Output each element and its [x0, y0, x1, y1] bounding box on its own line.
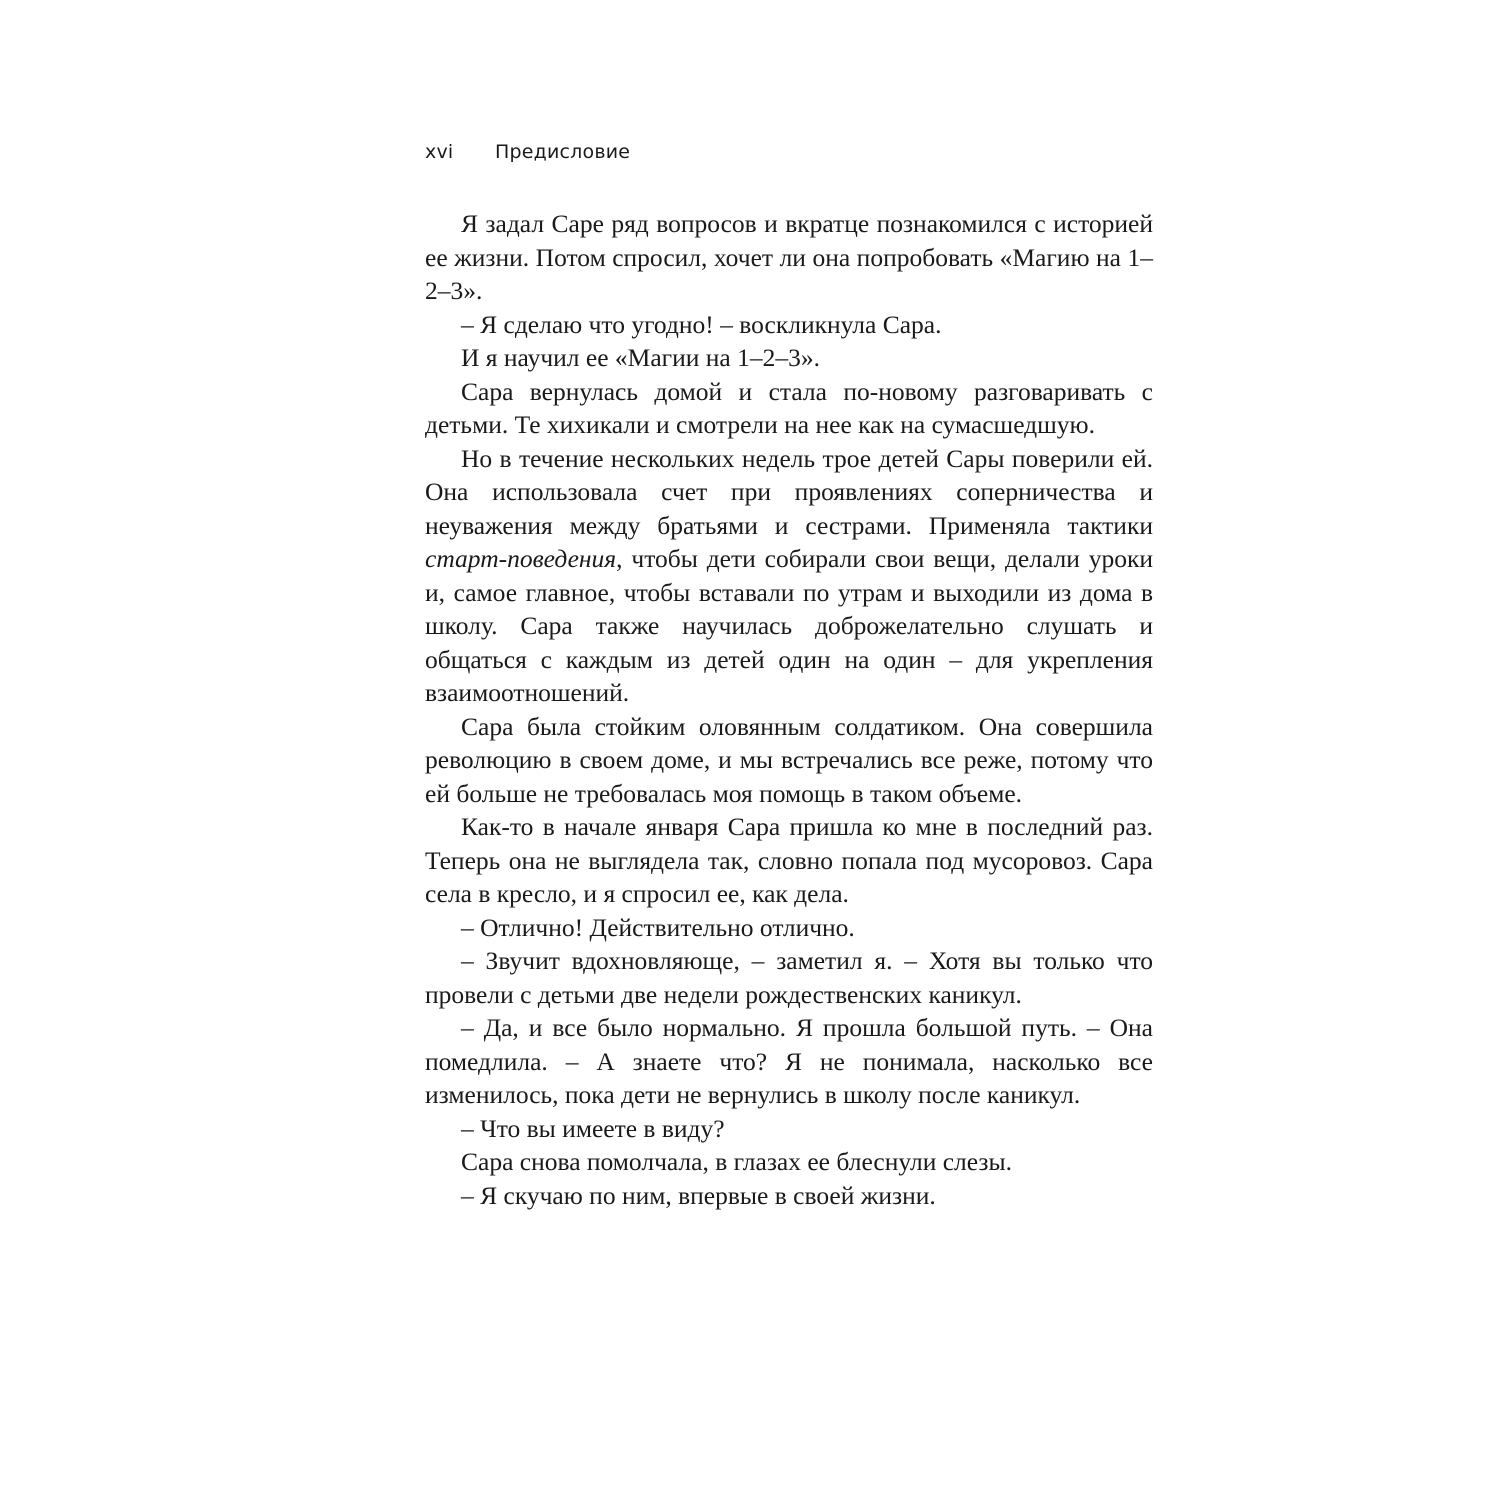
paragraph — [425, 442, 1153, 710]
paragraph: Как-то в начале января Сара пришла ко мне в последний раз. Теперь она не выглядела так, словно попала под мусоровоз. Сара села в кресло, и я спросил ее, как дела. — [425, 812, 1153, 908]
paragraph: – Отлично! Действительно отлично. — [461, 912, 855, 942]
paragraph: Сара снова помолчала, в глазах ее блеснули слезы. — [461, 1147, 1012, 1176]
paragraph: Я задал Саре ряд вопросов и вкратце познакомился с историей ее жизни. Потом спросил, хочет ли она попробовать «Магию на 1–2–3». — [425, 209, 1153, 305]
paragraph: – Звучит вдохновляюще, – заметил я. – Хотя вы только что провели с детьми две недели рождественских каникул. — [425, 946, 1153, 1009]
paragraph: Сара была стойким оловянным солдатиком. Она совершила революцию в своем доме, и мы встречались все реже, потому что ей больше не требовалась моя помощь в таком объеме. — [425, 711, 1153, 808]
paragraph: – Да, и все было нормально. Я прошла большой путь. – Она помедлила. – А знаете что? Я не понимала, насколько все изменилось, пока дети не вернулись в школу после каникул. — [425, 1013, 1153, 1109]
paragraph: – Что вы имеете в виду? — [461, 1113, 725, 1143]
paragraph-text: , чтобы дети собирали свои вещи, делали уроки и, самое главное, чтобы вставали по утрам и выходили из дома в школу. Сара также научилась доброжелательно слушать и общаться с каждым из детей один на один – для укрепления взаимоотношений. — [425, 544, 1153, 707]
paragraph: И я научил ее «Магии на 1–2–3». — [461, 343, 820, 372]
paragraph: – Я скучаю по ним, впервые в своей жизни. — [461, 1180, 936, 1210]
body-text — [425, 207, 1153, 1212]
paragraph-text: Но в течение нескольких недель трое детей Сары поверили ей. Она использовала счет при проявлениях соперничества и неуважения между братьями и сестрами. Применяла тактики — [425, 443, 1153, 540]
page-number: xvi — [425, 141, 454, 163]
paragraph: – Я сделаю что угодно! – воскликнула Сара. — [461, 309, 942, 339]
emphasized-term: старт-поведения — [425, 544, 617, 573]
chapter-title: Предисловие — [495, 141, 631, 163]
paragraph: Сара вернулась домой и стала по-новому разговаривать с детьми. Те хихикали и смотрели на нее как на сумасшедшую. — [425, 376, 1153, 439]
running-head — [425, 141, 630, 163]
